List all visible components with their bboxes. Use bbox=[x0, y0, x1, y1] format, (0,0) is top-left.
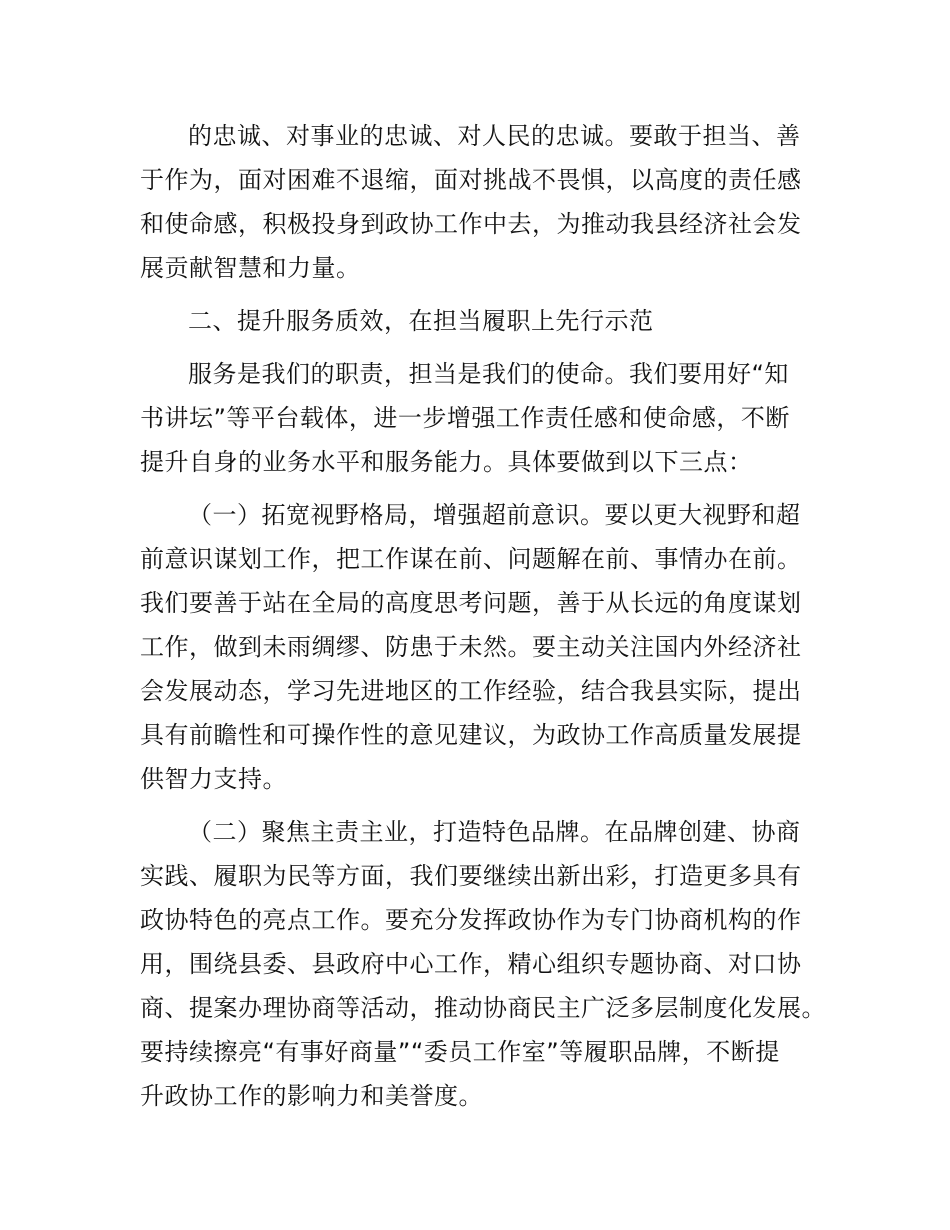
paragraph-line: 用，围绕县委、县政府中心工作，精心组织专题协商、对口协 bbox=[140, 950, 802, 978]
paragraph-line: 具有前瞻性和可操作性的意见建议，为政协工作高质量发展提 bbox=[140, 721, 802, 749]
paragraph-line: 工作，做到未雨绸缪、防患于未然。要主动关注国内外经济社 bbox=[140, 633, 802, 661]
paragraph-line: 我们要善于站在全局的高度思考问题，善于从长远的角度谋划 bbox=[140, 589, 802, 617]
paragraph-line: （二）聚焦主责主业，打造特色品牌。在品牌创建、协商 bbox=[188, 818, 801, 846]
paragraph-line: （一）拓宽视野格局，增强超前意识。要以更大视野和超 bbox=[188, 501, 801, 529]
paragraph-line: 提升自身的业务水平和服务能力。具体要做到以下三点： bbox=[140, 448, 753, 476]
paragraph-line: 展贡献智慧和力量。 bbox=[140, 254, 361, 282]
paragraph-line: 的忠诚、对事业的忠诚、对人民的忠诚。要敢于担当、善 bbox=[188, 122, 801, 150]
paragraph-line: 供智力支持。 bbox=[140, 765, 287, 793]
paragraph-line: 服务是我们的职责，担当是我们的使命。我们要用好“知 bbox=[188, 360, 789, 388]
paragraph-line: 于作为，面对困难不退缩，面对挑战不畏惧，以高度的责任感 bbox=[140, 166, 802, 194]
paragraph-line: 商、提案办理协商等活动，推动协商民主广泛多层制度化发展。 bbox=[140, 994, 826, 1022]
paragraph-line: 会发展动态，学习先进地区的工作经验，结合我县实际，提出 bbox=[140, 677, 802, 705]
paragraph-line: 和使命感，积极投身到政协工作中去，为推动我县经济社会发 bbox=[140, 210, 802, 238]
paragraph-line: 书讲坛”等平台载体，进一步增强工作责任感和使命感，不断 bbox=[140, 404, 790, 432]
paragraph-line: 要持续擦亮“有事好商量”“委员工作室”等履职品牌，不断提 bbox=[140, 1038, 780, 1066]
paragraph-line: 政协特色的亮点工作。要充分发挥政协作为专门协商机构的作 bbox=[140, 906, 802, 934]
paragraph-line: 前意识谋划工作，把工作谋在前、问题解在前、事情办在前。 bbox=[140, 545, 802, 573]
section-heading: 二、提升服务质效，在担当履职上先行示范 bbox=[188, 307, 654, 335]
paragraph-line: 实践、履职为民等方面，我们要继续出新出彩，打造更多具有 bbox=[140, 862, 802, 890]
paragraph-line: 升政协工作的影响力和美誉度。 bbox=[140, 1082, 483, 1110]
